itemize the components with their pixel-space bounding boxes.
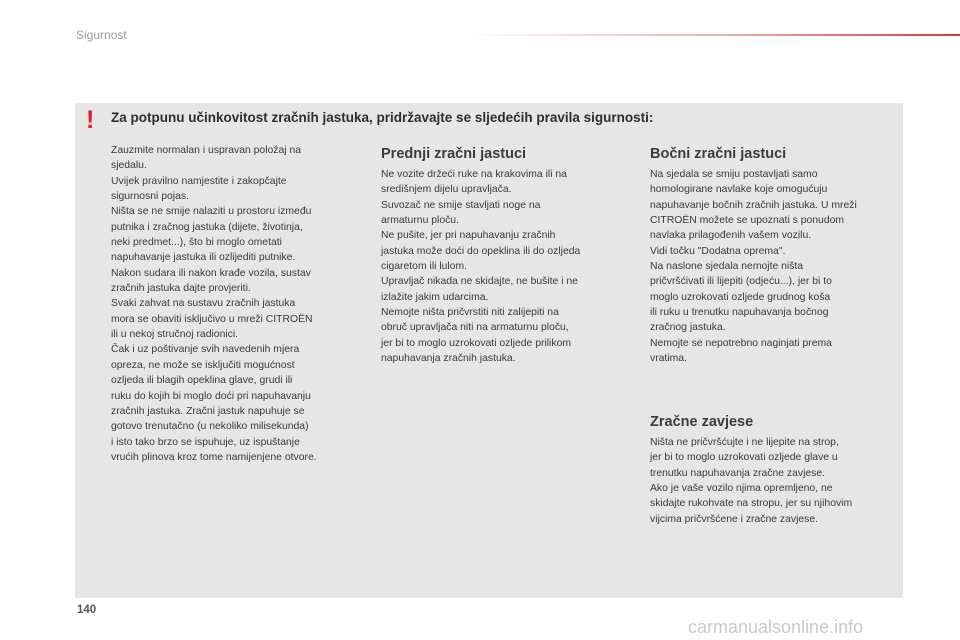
text-line: Nemojte se nepotrebno naginjati prema — [650, 337, 832, 349]
text-line: napuhavanja zračnih jastuka. — [381, 353, 516, 365]
header-divider — [470, 34, 960, 36]
text-line: Ako je vaše vozilo njima opremljeno, ne — [650, 483, 833, 495]
text-line: CITROËN možete se upoznati s ponudom — [650, 215, 845, 227]
text-line: Svaki zahvat na sustavu zračnih jastuka — [111, 298, 296, 310]
text-line: Na naslone sjedala nemojte ništa — [650, 261, 804, 273]
text-line: trenutku napuhavanja zračne zavjese. — [650, 467, 826, 479]
text-line: obruč upravljača niti na armaturnu ploču, — [381, 322, 569, 334]
side-airbags-heading: Bočni zračni jastuci — [650, 146, 787, 162]
text-line: Ne vozite držeći ruke na krakovima ili na — [381, 169, 567, 180]
text-line: Ništa se ne smije nalaziti u prostoru između — [111, 206, 312, 218]
text-line: sjedalu. — [111, 160, 147, 172]
text-line: napuhavanje jastuka ili ozlijediti putnike. — [111, 252, 296, 264]
panel-title: Za potpunu učinkovitost zračnih jastuka, pridržavajte se sljedećih pravila sigurnosti: — [111, 110, 654, 125]
text-line: i isto tako brzo se ispuhuje, uz ispuštanje — [111, 436, 300, 448]
text-line: navlaka prilagođenih vašem vozilu. — [650, 230, 812, 242]
section-title: Sigurnost — [76, 28, 127, 42]
text-line: skidajte rukohvate na stropu, jer su njihovim — [650, 498, 853, 510]
text-line: armaturnu ploču. — [381, 215, 459, 227]
watermark: carmanualsonline.info — [688, 617, 864, 637]
text-line: vratima. — [650, 353, 687, 365]
text-line: jer bi to moglo uzrokovati ozljede prilikom — [381, 337, 571, 349]
text-line: izlažite jakim udarcima. — [381, 291, 489, 303]
curtain-airbags-heading: Zračne zavjese — [650, 414, 754, 430]
text-line: neki predmet...), što bi moglo ometati — [111, 237, 282, 249]
text-line: Vidi točku "Dodatna oprema". — [650, 245, 786, 257]
text-line: mora se obaviti isključivo u mreži CITROËN — [111, 313, 313, 325]
side-airbags-text — [650, 167, 902, 366]
text-line: zračnih jastuka dajte provjeriti. — [111, 283, 251, 295]
text-line: zračnog jastuka. — [650, 322, 726, 334]
text-line: jer bi to moglo uzrokovati ozljede glave u — [650, 452, 838, 464]
exclamation-icon: ! — [86, 106, 95, 134]
text-line: Uvijek pravilno namjestite i zakopčajte — [111, 175, 287, 187]
text-line: vrućih plinova kroz tome namijenjene otvore. — [111, 451, 317, 463]
text-line: Čak i uz poštivanje svih navedenih mjera — [111, 344, 300, 356]
text-line: napuhavanje bočnih zračnih jastuka. U mreži — [650, 199, 857, 211]
page-number: 140 — [77, 604, 97, 616]
text-line: gotovo trenutačno (u nekoliko milisekunda) — [111, 421, 309, 433]
text-line: Upravljač nikada ne skidajte, ne bušite i ne — [381, 276, 578, 288]
text-line: ozljeda ili blagih opeklina glave, grudi ili — [111, 375, 293, 387]
text-line: Ne pušite, jer pri napuhavanju zračnih — [381, 230, 556, 242]
text-line: Ništa ne pričvršćujte i ne lijepite na strop, — [650, 437, 839, 448]
text-line: pričvršćivati ili lijepiti (odjeću...), jer bi to — [650, 276, 832, 288]
front-airbags-heading: Prednji zračni jastuci — [381, 146, 527, 162]
text-line: ruku do kojih bi moglo doći pri napuhavanju — [111, 390, 311, 402]
text-line: moglo uzrokovati ozljede grudnog koša — [650, 291, 831, 303]
text-line: ili u nekoj stručnoj radionici. — [111, 329, 239, 341]
text-line: Suvozač ne smije stavljati noge na — [381, 199, 541, 211]
text-line: cigaretom ili lulom. — [381, 261, 468, 273]
text-line: Nemojte ništa pričvrstiti niti zalijepiti na — [381, 307, 559, 319]
text-line: Zauzmite normalan i uspravan položaj na — [111, 145, 302, 156]
text-line: jastuka može doći do opeklina ili do ozljeda — [381, 245, 581, 257]
front-airbags-text — [381, 167, 631, 366]
general-rules — [111, 143, 363, 465]
text-line: sigurnosni pojas. — [111, 191, 189, 203]
curtain-airbags-text — [650, 435, 902, 527]
text-line: opreza, ne može se isključiti mogućnost — [111, 359, 295, 371]
text-line: ili ruku u trenutku napuhavanja bočnog — [650, 307, 829, 319]
text-line: putnika i zračnog jastuka (dijete, životinja, — [111, 221, 303, 233]
text-line: homologirane navlake koje omogućuju — [650, 184, 828, 196]
text-line: Nakon sudara ili nakon krađe vozila, sustav — [111, 267, 311, 279]
text-line: Na sjedala se smiju postavljati samo — [650, 169, 818, 180]
text-line: vijcima pričvršćene i zračne zavjese. — [650, 513, 819, 525]
text-line: središnjem dijelu upravljača. — [381, 184, 512, 196]
text-line: zračnih jastuka. Zračni jastuk napuhuje se — [111, 405, 305, 417]
